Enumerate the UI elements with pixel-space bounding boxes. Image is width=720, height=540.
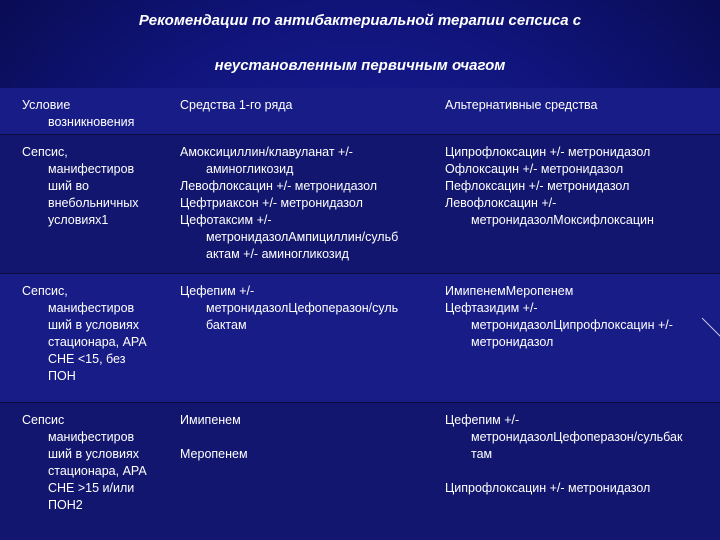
condition-cell: Сепсис манифестиров ший в условиях стационара, АРА СНЕ >15 и/или ПОН2 [22, 413, 147, 512]
slide-title-line-1: Рекомендации по антибактериальной терапии сепсиса с [138, 12, 582, 29]
first-line-cell: Цефепим +/- метронидазолЦефоперазон/суль бактам [180, 284, 399, 332]
decorative-diagonal-line [700, 316, 720, 340]
slide-title-line-2: неустановленным первичным очагом [214, 57, 506, 74]
alternative-cell: Цефепим +/- метронидазолЦефоперазон/сульбак там Ципрофлоксацин +/- метронидазол [445, 413, 683, 495]
first-line-cell: Имипенем Меропенем [180, 413, 248, 461]
condition-cell: Сепсис, манифестиров ший во внебольничных условиях1 [22, 145, 139, 227]
header-first-line: Средства 1-го ряда [180, 98, 293, 112]
header-condition: Условие возникновения [22, 98, 135, 129]
first-line-cell: Амоксициллин/клавуланат +/- аминогликозид Левофлоксацин +/- метронидазол Цефтриаксон +/- метронидазол Цефотаксим +/- метронидазолАмпициллин/сульб актам +/- аминогликозид [180, 145, 399, 261]
table-row [0, 135, 720, 273]
table-header-row [0, 88, 720, 134]
condition-cell: Сепсис, манифестиров ший в условиях стационара, АРА СНЕ <15, без ПОН [22, 284, 147, 383]
alternative-cell: ИмипенемМеропенем Цефтазидим +/- метронидазолЦипрофлоксацин +/- метронидазол [445, 284, 673, 349]
alternative-cell: Ципрофлоксацин +/- метронидазол Офлоксацин +/- метронидазол Пефлоксацин +/- метронидазол Левофлоксацин +/- метронидазолМоксифлоксацин [445, 145, 654, 227]
table-row [0, 403, 720, 540]
header-alternative: Альтернативные средства [445, 98, 598, 112]
table-row [0, 274, 720, 402]
